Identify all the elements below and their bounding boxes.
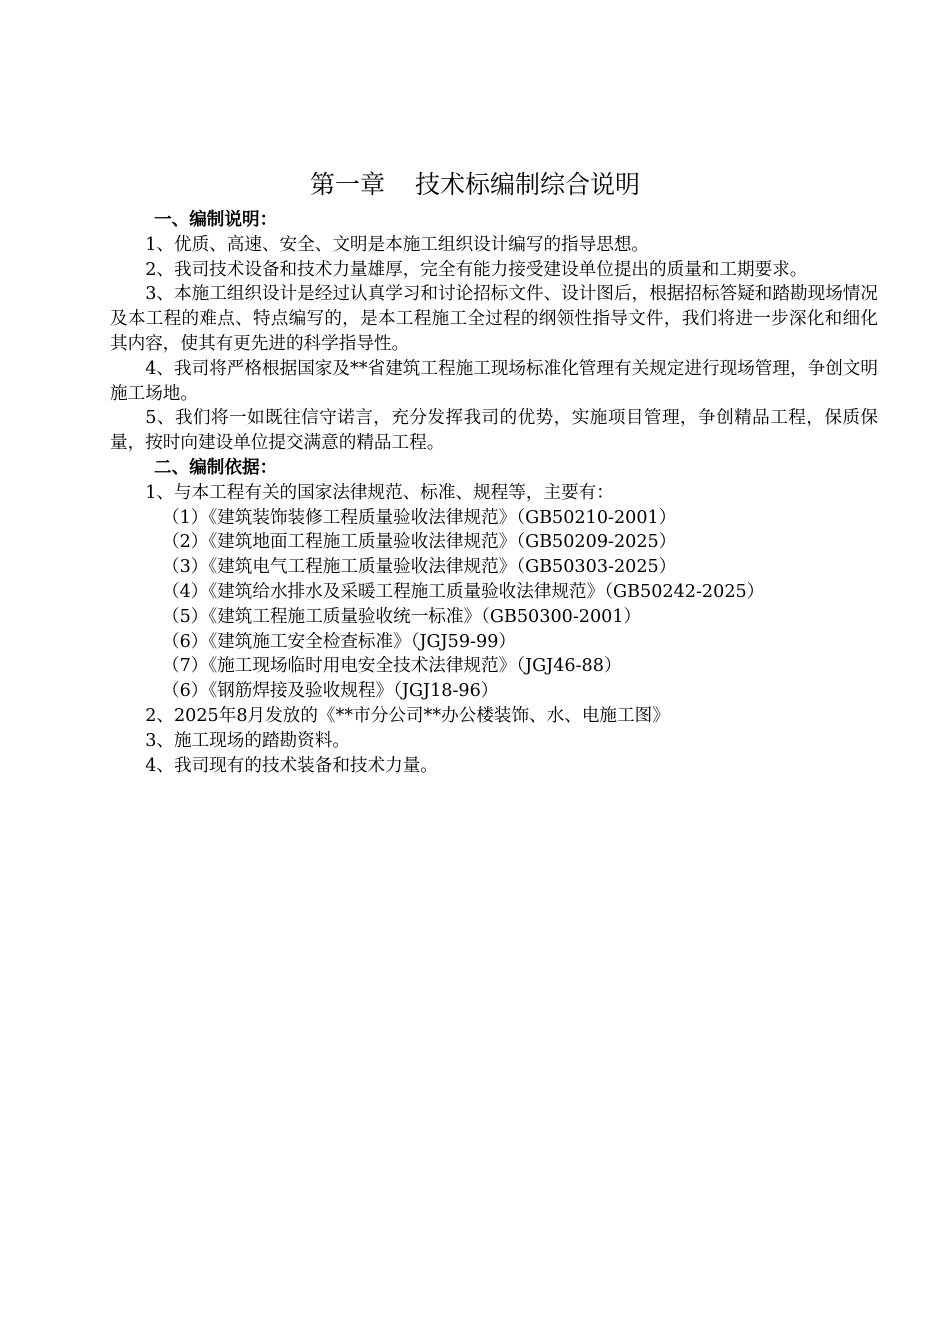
basis-intro: 1、与本工程有关的国家法律规范、标准、规程等，主要有： <box>145 482 614 503</box>
section-heading-compilation-notes: 一、编制说明： <box>154 210 278 230</box>
paragraph: 3、本施工组织设计是经过认真学习和讨论招标文件、设计图后，根据招标答疑和踏勘现场情况及本工程的难点、特点编写的，是本工程施工全过程的纲领性指导文件，我们将进一步深化和细化其内容，使其有更先进的科学指导性。 <box>110 284 878 354</box>
basis-item: 2、2025年8月发放的《**市分公司**办公楼装饰、水、电施工图》 <box>145 705 670 726</box>
paragraph: 2、我司技术设备和技术力量雄厚，完全有能力接受建设单位提出的质量和工期要求。 <box>145 259 808 280</box>
basis-item: 3、施工现场的踏勘资料。 <box>145 730 350 751</box>
chapter-number: 第一章 <box>309 170 385 199</box>
chapter-title <box>0 168 950 202</box>
reference-item: （3）《建筑电气工程施工质量验收法律规范》（GB50303-2025） <box>162 557 677 578</box>
reference-item: （1）《建筑装饰装修工程质量验收法律规范》（GB50210-2001） <box>162 507 677 528</box>
reference-item: （7）《施工现场临时用电安全技术法律规范》（JGJ46-88） <box>162 656 622 677</box>
reference-item: （6）《建筑施工安全检查标准》（JGJ59-99） <box>162 631 516 652</box>
document-body <box>110 208 878 778</box>
paragraph: 4、我司将严格根据国家及**省建筑工程施工现场标准化管理有关规定进行现场管理，争创文明施工场地。 <box>110 358 878 404</box>
paragraph: 5、我们将一如既往信守诺言，充分发挥我司的优势，实施项目管理，争创精品工程，保质保量，按时向建设单位提交满意的精品工程。 <box>110 408 878 454</box>
reference-item: （2）《建筑地面工程施工质量验收法律规范》（GB50209-2025） <box>162 532 677 553</box>
paragraph: 1、优质、高速、安全、文明是本施工组织设计编写的指导思想。 <box>145 234 650 255</box>
basis-item: 4、我司现有的技术装备和技术力量。 <box>145 755 438 776</box>
reference-item: （6）《钢筋焊接及验收规程》（JGJ18-96） <box>162 681 499 702</box>
reference-item: （4）《建筑给水排水及采暖工程施工质量验收法律规范》（GB50242-2025） <box>162 581 765 602</box>
section-heading-compilation-basis: 二、编制依据： <box>154 457 278 478</box>
chapter-title-text: 技术标编制综合说明 <box>415 170 641 199</box>
reference-item: （5）《建筑工程施工质量验收统一标准》（GB50300-2001） <box>162 606 642 627</box>
